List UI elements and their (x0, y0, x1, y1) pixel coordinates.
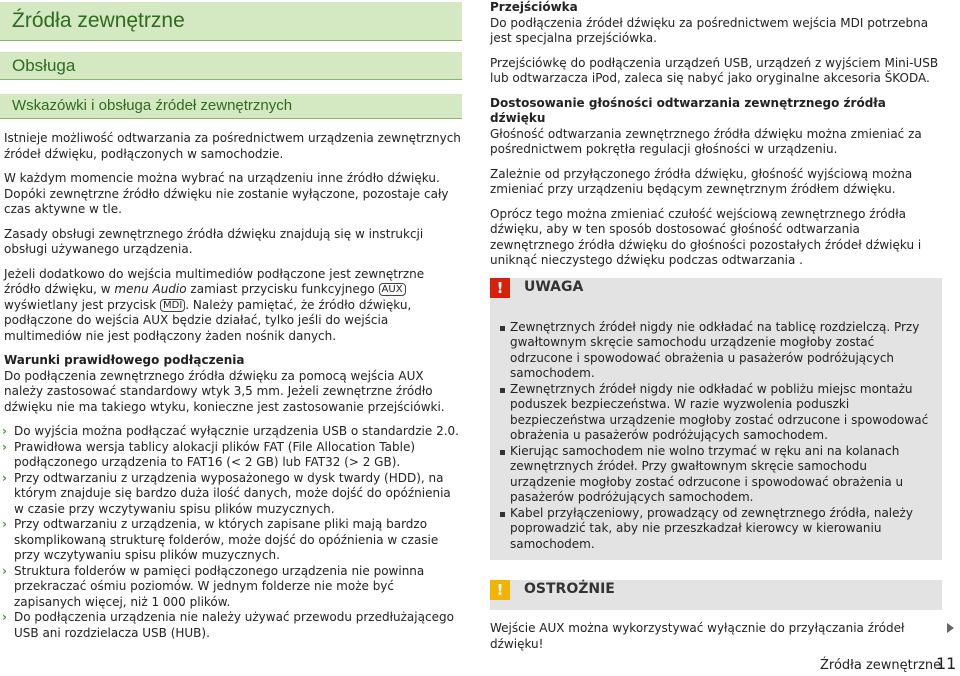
section-heading: Obsługa (0, 52, 462, 80)
warning-header (490, 278, 942, 312)
list-item-text: Przy odtwarzaniu z urządzenia wyposażonego w dysk twardy (HDD), na którym znajduje się bardzo duża ilość danych, może dojść do opóźnienia w czasie przy wczytywaniu spisu plików muzycznych. (14, 470, 451, 516)
warning-list (500, 320, 932, 553)
chevron-right-icon: › (2, 563, 7, 578)
volume-heading: Dostosowanie głośności odtwarzania zewnętrznego źródła dźwięku (490, 95, 886, 125)
list-item: Kierując samochodem nie wolno trzymać w ręku ani na kolanach zewnętrznych źródeł. Przy gwałtownym skręcie samochodu urządzenie mogłoby zostać odrzucone i spowodować obrażenia u pasażerów podróżujących samochodem. (500, 444, 932, 506)
warning-title: UWAGA (524, 278, 584, 295)
paragraph-source-select: W każdym momencie można wybrać na urządzeniu inne źródło dźwięku. Dopóki zewnętrzne źródło dźwięku nie zostanie wyłączone, pozostaje cały czas aktywne w tle. (4, 171, 449, 216)
list-item (4, 517, 462, 564)
caution-title: OSTROŻNIE (524, 581, 615, 597)
subsection-heading: Wskazówki i obsługa źródeł zewnętrznych (0, 94, 462, 119)
aux-key: AUX (379, 283, 406, 296)
right-column (490, 0, 942, 652)
text-fragment: . Należy pamiętać, że źródło dźwięku, podłączone do wejścia AUX będzie działać, tylko jeśli do wejścia multimediów nie jest podłączony żaden nośnik danych. (4, 297, 412, 343)
list-item-text: Przy odtwarzaniu z urządzenia, w których zapisane pliki mają bardzo skomplikowaną strukturę folderów, może dojść do opóźnienia w czasie przy wczytywaniu spisu plików muzycznych. (14, 517, 439, 562)
adapter-text-2: Przejściówkę do podłączenia urządzeń USB, urządzeń z wyjściem Mini-USB lub odtwarzacza iPod, zaleca się nabyć jako oryginalne akcesoria ŠKODA. (490, 55, 939, 85)
conditions-text: Do podłączenia zewnętrznego źródła dźwięku za pomocą wejścia AUX należy zastosować standardowy wtyk 3,5 mm. Jeżeli zewnętrzne źródło dźwięku nie ma takiego wtyku, konieczne jest zastosowanie przejściówki. (4, 368, 445, 414)
paragraph-mdi (4, 267, 462, 345)
chevron-right-icon: › (2, 517, 7, 531)
list-item (4, 471, 462, 518)
chevron-right-icon: › (2, 470, 7, 485)
paragraph-manual: Zasady obsługi zewnętrznego źródła dźwięku znajdują się w instrukcji obsługi używanego urządzenia. (4, 226, 424, 256)
list-item-text: Struktura folderów w pamięci podłączonego urządzenia nie powinna przekraczać ośmiu poziomów. W jednym folderze nie może być zapisanych więcej, niż 1 000 plików. (14, 563, 425, 609)
list-item (4, 424, 462, 440)
adapter-text: Do podłączenia źródeł dźwięku za pośrednictwem wejścia MDI potrzebna jest specjalna przejściówka. (490, 15, 929, 45)
list-item-text: Do podłączenia urządzenia nie należy używać przewodu przedłużającego USB ani rozdzielacza USB (HUB). (14, 610, 454, 640)
warning-icon: ! (490, 278, 510, 298)
list-item (4, 610, 462, 641)
list-item-text: Prawidłowa wersja tablicy alokacji plików FAT (File Allocation Table) podłączonego urządzenia to FAT16 (< 2 GB) lub FAT32 (> 2 GB). (14, 439, 416, 469)
menu-audio-text: menu Audio (114, 282, 187, 296)
left-column (0, 0, 462, 641)
left-body (0, 131, 462, 641)
volume-text-2: Zależnie od przyłączonego źródła dźwięku, głośność wyjściową można zmieniać przy urządzeniu będącym zewnętrznym źródłem dźwięku. (490, 166, 913, 196)
caution-box (490, 580, 942, 610)
text-fragment: wyświetlany jest przycisk (4, 297, 160, 312)
volume-text: Głośność odtwarzania zewnętrznego źródła dźwięku można zmieniać za pośrednictwem pokrętła regulacji głośności w urządzeniu. (490, 126, 922, 156)
conditions-heading: Warunki prawidłowego podłączenia (4, 353, 245, 367)
footer-label: Źródła zewnętrzne (820, 658, 942, 673)
list-item: Zewnętrznych źródeł nigdy nie odkładać na tablicę rozdzielczą. Przy gwałtownym skręcie samochodu urządzenie mogłoby zostać odrzucone i spowodować obrażenia u pasażerów podróżujących samochodem. (500, 320, 932, 382)
conditions-list (4, 424, 462, 641)
mdi-key: MDI (160, 299, 185, 312)
adapter-heading: Przejściówka (490, 0, 578, 14)
caution-text-content: Wejście AUX można wykorzystywać wyłącznie do przyłączania źródeł dźwięku! (490, 621, 905, 651)
chevron-right-icon: › (2, 610, 7, 624)
list-item-text: Do wyjścia można podłączać wyłącznie urządzenia USB o standardzie 2.0. (14, 424, 459, 438)
list-item (4, 564, 462, 611)
caution-text (490, 621, 942, 652)
warning-body (490, 312, 942, 561)
warning-box (490, 278, 942, 561)
volume-text-3: Oprócz tego można zmieniać czułość wejściową zewnętrznego źródła dźwięku, aby w ten sposób dostosować głośność odtwarzania zewnętrznego źródła dźwięku do głośności pozostałych źródeł dźwięku i uniknąć nieczystego dźwięku podczas odtwarzania . (490, 206, 922, 267)
continue-arrow-icon (947, 623, 954, 633)
list-item (4, 440, 462, 471)
text-fragment: zamiast przycisku funkcyjnego (186, 282, 379, 296)
list-item: Kabel przyłączeniowy, prowadzący od zewnętrznego źródła, należy poprowadzić tak, aby nie przeszkadzał kierowcy w kierowaniu samochodem. (500, 506, 932, 553)
page-title: Źródła zewnętrzne (0, 2, 462, 41)
list-item: Zewnętrznych źródeł nigdy nie odkładać w pobliżu miejsc montażu poduszek bezpieczeństwa. W razie wyzwolenia poduszki bezpieczeństwa urządzenie mogłoby zostać odrzucone i spowodować obrażenia u pasażerów podróżujących samochodem. (500, 382, 932, 444)
page-number: 11 (936, 654, 957, 673)
caution-icon: ! (490, 580, 510, 600)
text-fragment: Jeżeli dodatkowo do wejścia multimediów podłączone jest zewnętrzne źródło dźwięku, w (4, 266, 425, 296)
chevron-right-icon: › (2, 439, 7, 454)
chevron-right-icon: › (2, 424, 7, 438)
paragraph-intro: Istnieje możliwość odtwarzania za pośrednictwem urządzenia zewnętrznych źródeł dźwięku, podłączonych w samochodzie. (4, 131, 461, 161)
